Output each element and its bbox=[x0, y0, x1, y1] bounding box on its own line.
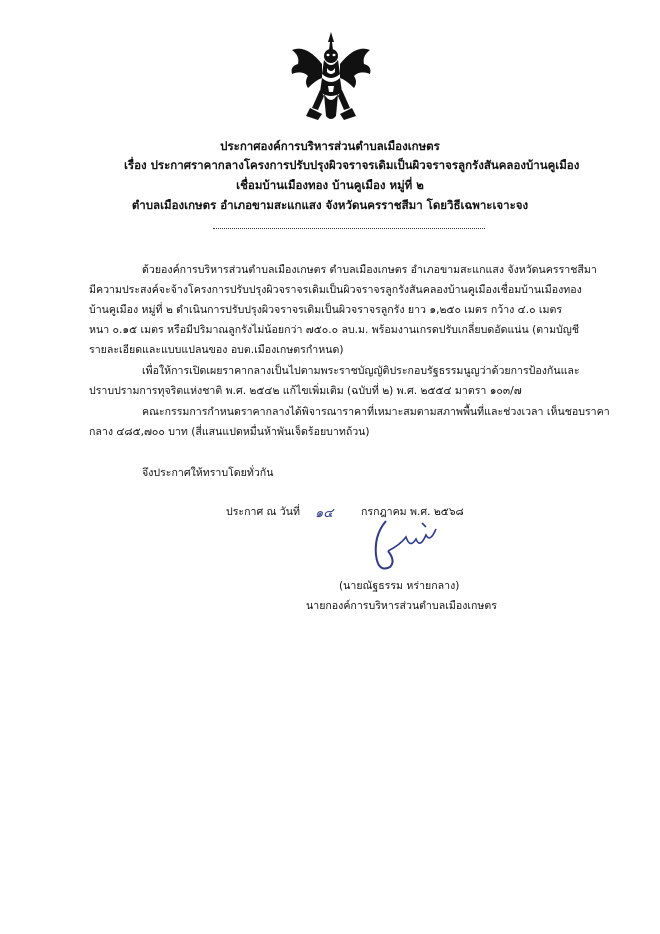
signer-name: (นายณัฐธรรม หร่ายกลาง) bbox=[339, 580, 460, 592]
body-line: เพื่อให้การเปิดเผยราคากลางเป็นไปตามพระราชบัญญัติประกอบรัฐธรรมนูญว่าด้วยการป้องกันและ bbox=[142, 365, 580, 377]
org-title: ประกาศองค์การบริหารส่วนตำบลเมืองเกษตร bbox=[220, 139, 440, 153]
body-line: รายละเอียดและแบบแปลนของ อบต.เมืองเกษตรกำหนด) bbox=[89, 344, 344, 356]
divider bbox=[213, 228, 485, 229]
body-line: กลาง ๔๘๕,๗๐๐ บาท (สี่แสนแปดหมื่นห้าพันเจ็ดร้อยบาทถ้วน) bbox=[89, 426, 370, 438]
body-line: บ้านคูเมือง หมู่ที่ ๒ ดำเนินการปรับปรุงผิวจราจรเดิมเป็นผิวจราจรลูกรัง ยาว ๑,๒๕๐ เมตร กว้าง ๔.๐ เมตร bbox=[89, 304, 563, 316]
date-day: ๑๔ bbox=[315, 506, 334, 521]
subject-line: เรื่อง ประกาศราคากลางโครงการปรับปรุงผิวจราจรเดิมเป็นผิวจราจรลูกรังสันคลองบ้านคูเมือง bbox=[124, 158, 580, 172]
date-month-year: กรกฎาคม พ.ศ. ๒๕๖๘ bbox=[361, 506, 464, 518]
signer-position: นายกองค์การบริหารส่วนตำบลเมืองเกษตร bbox=[306, 600, 497, 612]
body-line: ด้วยองค์การบริหารส่วนตำบลเมืองเกษตร ตำบลเมืองเกษตร อำเภอขามสะแกแสง จังหวัดนครราชสีมา bbox=[142, 264, 597, 276]
body-line: ปราบปรามการทุจริตแห่งชาติ พ.ศ. ๒๕๔๒ แก้ไขเพิ่มเติม (ฉบับที่ ๒) พ.ศ. ๒๕๕๔ มาตรา ๑๐๓/๗ bbox=[89, 385, 522, 397]
date-prefix: ประกาศ ณ วันที่ bbox=[226, 506, 300, 518]
signature bbox=[366, 515, 446, 577]
garuda-emblem-icon bbox=[288, 30, 374, 124]
subject-line: เชื่อมบ้านเมืองทอง บ้านคูเมือง หมู่ที่ ๒ bbox=[236, 178, 424, 192]
body-line: หนา ๐.๑๕ เมตร หรือมีปริมาณลูกรังไม่น้อยกว่า ๗๕๐.๐ ลบ.ม. พร้อมงานเกรดปรับเกลี่ยบดอัดแน่น (ตามบัญชี bbox=[89, 324, 580, 336]
body-line: คณะกรรมการกำหนดราคากลางได้พิจารณาราคาที่เหมาะสมตามสภาพพื้นที่และช่วงเวลา เห็นชอบราคา bbox=[142, 406, 610, 418]
subject-line: ตำบลเมืองเกษตร อำเภอขามสะแกแสง จังหวัดนครราชสีมา โดยวิธีเฉพาะเจาะจง bbox=[131, 198, 529, 212]
closing-line: จึงประกาศให้ทราบโดยทั่วกัน bbox=[142, 467, 274, 479]
body-line: มีความประสงค์จะจ้างโครงการปรับปรุงผิวจราจรเดิมเป็นผิวจราจรลูกรังสันคลองบ้านคูเมืองเชื่อมบ้านเมืองทอง bbox=[89, 284, 582, 296]
